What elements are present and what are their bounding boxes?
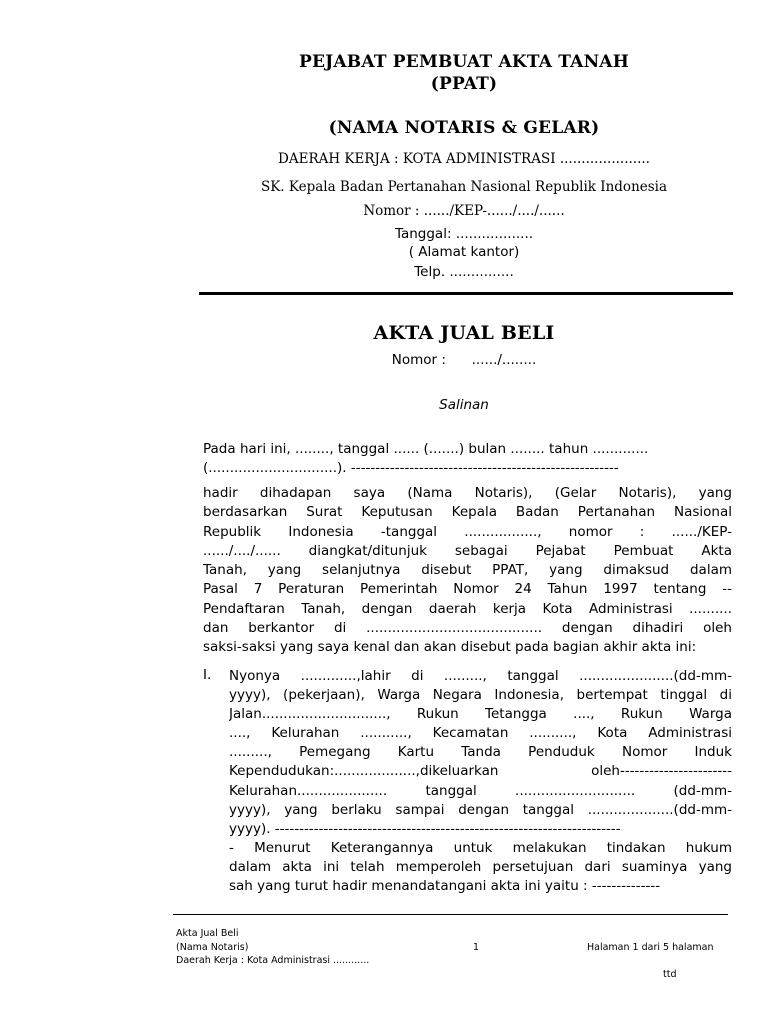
footer-page-count: Halaman 1 dari 5 halaman	[587, 942, 714, 953]
appearance-paragraph	[203, 484, 732, 658]
office-title: PEJABAT PEMBUAT AKTA TANAH	[299, 52, 629, 72]
footer-notary: (Nama Notaris)	[176, 942, 249, 953]
opening-paragraph	[203, 440, 732, 479]
paragraph-line: berdasarkan Surat Keputusan Kepala Badan Pertanahan Nasional	[203, 504, 732, 521]
list-line: yyyy), yang berlaku sampai dengan tanggal ....................(dd-mm-	[229, 801, 732, 818]
office-abbreviation: (PPAT)	[430, 74, 498, 94]
list-line: Nyonya .............,lahir di ........., tanggal ......................(dd-mm-	[229, 668, 732, 684]
paragraph-line: hadir dihadapan saya (Nama Notaris), (Gelar Notaris), yang	[203, 485, 732, 501]
list-line: ...., Kelurahan ..........., Kecamatan .........., Kota Administrasi	[229, 725, 732, 742]
list-number: I.	[203, 667, 212, 683]
paragraph-line: Pendaftaran Tanah, dengan daerah kerja Kota Administrasi ..........	[203, 600, 732, 617]
paragraph-line: Tanah, yang selanjutnya disebut PPAT, yang dimaksud dalam	[203, 562, 732, 579]
deed-number: Nomor : ....../........	[391, 352, 537, 368]
list-line: sah yang turut hadir menandatangani akta ini yaitu : --------------	[229, 878, 661, 895]
footer-divider	[173, 914, 728, 915]
footer-doc-title: Akta Jual Beli	[176, 928, 239, 939]
copy-label: Salinan	[439, 397, 489, 413]
list-line: Jalan............................., Rukun Tetangga ...., Rukun Warga	[229, 706, 732, 723]
paragraph-line: Pasal 7 Peraturan Pemerintah Nomor 24 Tahun 1997 tentang --	[203, 581, 732, 598]
footer-page-number: 1	[473, 942, 480, 953]
list-line: Kependudukan:...................,dikeluarkan oleh-----------------------	[229, 763, 732, 780]
decree-line: SK. Kepala Badan Pertanahan Nasional Republik Indonesia	[260, 179, 668, 195]
paragraph-line: Republik Indonesia -tanggal ................., nomor : ....../KEP-	[203, 523, 732, 540]
notary-name: (NAMA NOTARIS & GELAR)	[328, 118, 600, 138]
paragraph-line: Pada hari ini, ........, tanggal ...... (.......) bulan ........ tahun .............	[203, 441, 649, 457]
footer-signature-mark: ttd	[663, 969, 677, 980]
list-line: yyyy). -----------------------------------------------------------------------	[229, 820, 621, 837]
list-line: ........., Pemegang Kartu Tanda Penduduk Nomor Induk	[229, 744, 732, 761]
decree-date: Tanggal: ..................	[394, 226, 534, 242]
party-description	[229, 667, 732, 896]
paragraph-line: ....../..../...... diangkat/ditunjuk sebagai Pejabat Pembuat Akta	[203, 542, 732, 559]
list-line: yyyy), (pekerjaan), Warga Negara Indonesia, bertempat tinggal di	[229, 687, 732, 704]
header-divider	[199, 292, 733, 295]
work-area: DAERAH KERJA : KOTA ADMINISTRASI .....................	[278, 151, 650, 167]
office-phone: Telp. ...............	[414, 264, 514, 280]
deed-title: AKTA JUAL BELI	[373, 322, 555, 344]
decree-number: Nomor : ....../KEP-....../..../......	[363, 203, 565, 219]
paragraph-line: (..............................). -------------------------------------------------------	[203, 460, 619, 477]
office-address: ( Alamat kantor)	[408, 244, 520, 260]
paragraph-line: dan berkantor di ......................................... dengan dihadiri oleh	[203, 620, 732, 637]
list-line: - Menurut Keterangannya untuk melakukan tindakan hukum	[229, 839, 732, 856]
footer-work-area: Daerah Kerja : Kota Administrasi ............	[176, 955, 370, 966]
paragraph-line: saksi-saksi yang saya kenal dan akan disebut pada bagian akhir akta ini:	[203, 639, 697, 656]
list-line: dalam akta ini telah memperoleh persetujuan dari suaminya yang	[229, 858, 732, 875]
list-line: Kelurahan..................... tanggal ............................ (dd-mm-	[229, 782, 732, 799]
